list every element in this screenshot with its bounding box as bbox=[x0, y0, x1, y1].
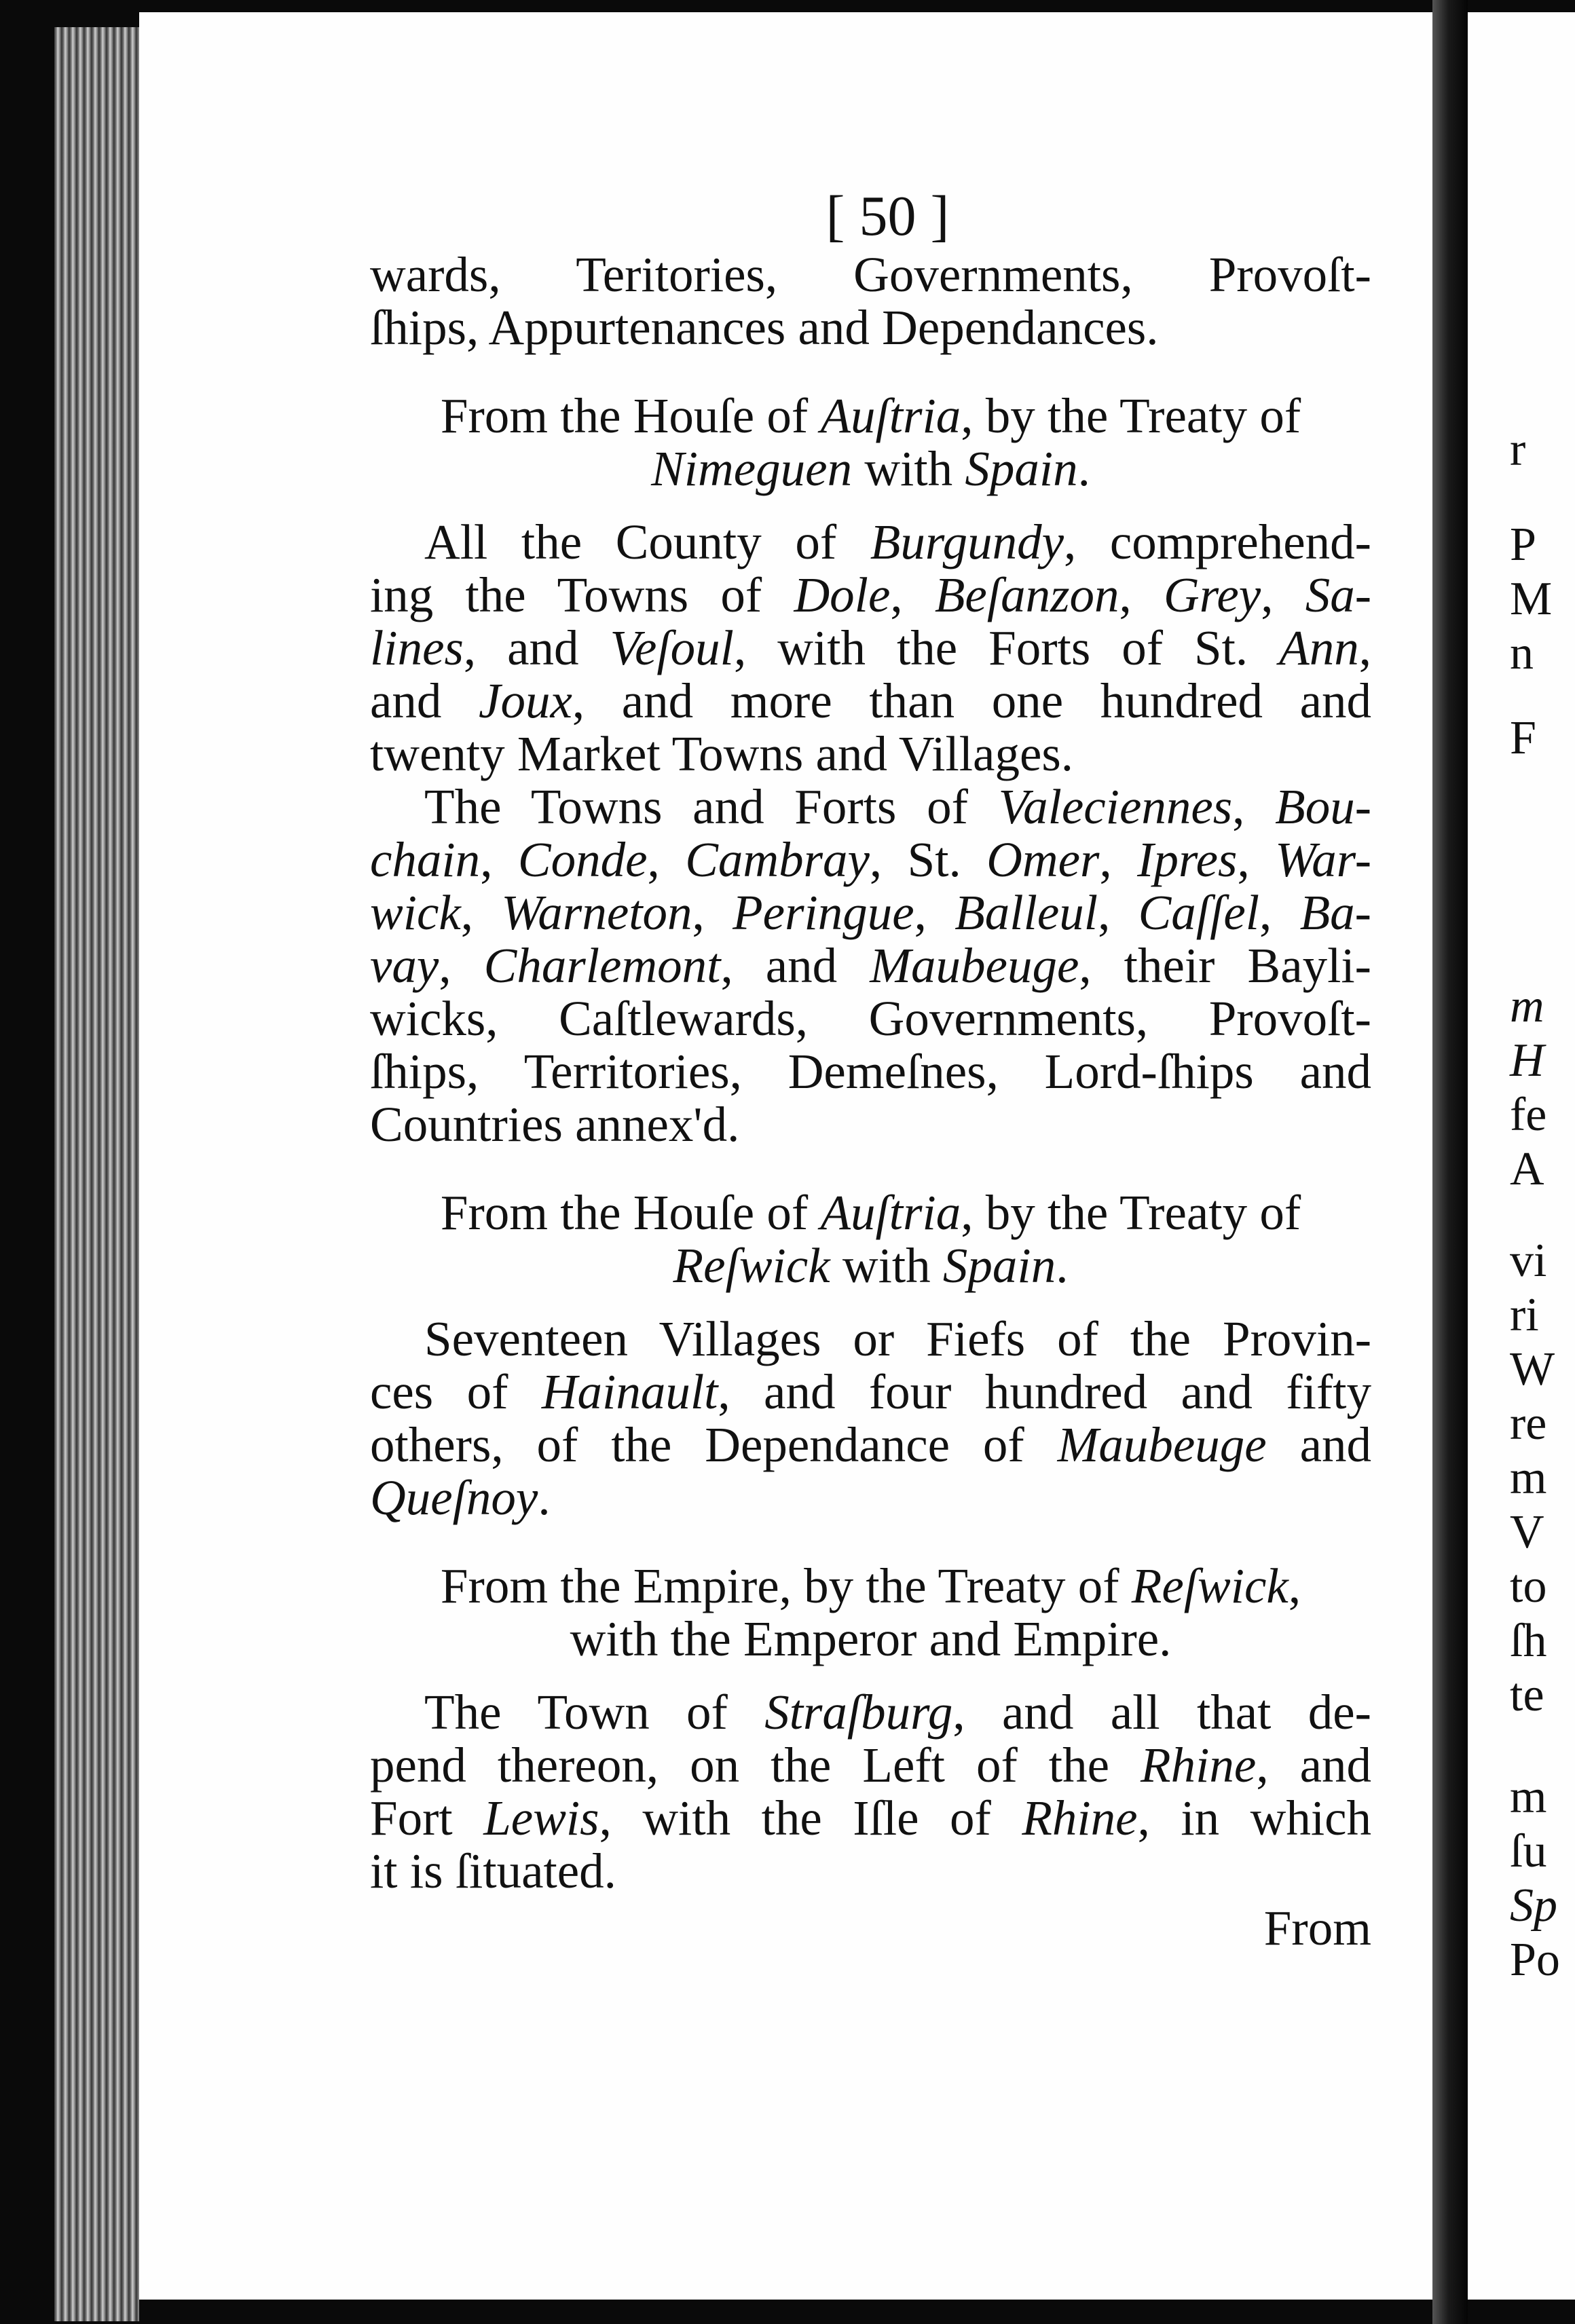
catchword: From bbox=[1263, 1900, 1371, 1955]
facing-fragment: n bbox=[1510, 627, 1534, 679]
paragraph: The Town of Straſburg, and all that de- pend thereon, on the Left of the Rhine, and Fort Lewis, with the Iſle of Rhine, in which it is ſituated. bbox=[370, 1685, 1371, 1898]
facing-fragment: W bbox=[1510, 1343, 1555, 1395]
page-body bbox=[370, 185, 1372, 1955]
text-line: ſhips, Appurtenances and Dependances. bbox=[370, 300, 1159, 355]
facing-fragment: Sp bbox=[1510, 1879, 1557, 1932]
facing-fragment: m bbox=[1510, 1452, 1547, 1504]
text-line: wards, Teritories, Governments, Provoſt- bbox=[370, 247, 1371, 302]
facing-page-edge bbox=[1468, 12, 1575, 2300]
facing-fragment: H bbox=[1510, 1034, 1544, 1087]
facing-fragment: V bbox=[1510, 1506, 1544, 1558]
book-gutter bbox=[1432, 0, 1468, 2324]
page-number: [ 50 ] bbox=[826, 185, 950, 248]
section-heading: From the Houſe of Auſtria, by the Treaty of Nimeguen with Spain. bbox=[440, 388, 1301, 496]
section-heading: From the Empire, by the Treaty of Reſwick, with the Emperor and Empire. bbox=[440, 1558, 1301, 1666]
paragraph: The Towns and Forts of Valeciennes, Bou- chain, Conde, Cambray, St. Omer, Ipres, War- wick, Warneton, Peringue, Balleul, Caſſel, Ba- vay, Charlemont, and Maubeuge, their Bayli- wicks, Caſtlewards, Governments, Provoſt- ſhips, Territories, Demeſnes, Lord-ſhips and Countries annex'd. bbox=[370, 779, 1372, 1152]
facing-fragment: F bbox=[1510, 712, 1536, 764]
facing-fragment: M bbox=[1510, 573, 1553, 625]
facing-fragment: r bbox=[1510, 424, 1526, 476]
facing-fragment: A bbox=[1510, 1143, 1544, 1195]
facing-fragment: te bbox=[1510, 1669, 1544, 1721]
facing-fragment: Po bbox=[1510, 1934, 1560, 1986]
facing-fragment: vi bbox=[1510, 1235, 1547, 1287]
section-heading: From the Houſe of Auſtria, by the Treaty of Reſwick with Spain. bbox=[440, 1185, 1301, 1293]
facing-fragment: ſh bbox=[1510, 1615, 1547, 1667]
facing-fragment: P bbox=[1510, 519, 1536, 571]
paragraph: Seventeen Villages or Fiefs of the Provin- ces of Hainault, and four hundred and fifty others, of the Dependance of Maubeuge and Queſnoy. bbox=[370, 1311, 1371, 1525]
facing-fragment: m bbox=[1510, 1771, 1547, 1823]
facing-fragment: re bbox=[1510, 1398, 1547, 1450]
paragraph: All the County of Burgundy, comprehend- ing the Towns of Dole, Beſanzon, Grey, Sa- lines, and Veſoul, with the Forts of St. Ann, and Joux, and more than one hundred and twenty Market Towns and Villages. bbox=[370, 514, 1372, 781]
facing-fragment: ſu bbox=[1510, 1825, 1547, 1877]
facing-fragment: fe bbox=[1510, 1089, 1547, 1141]
book-page-edges bbox=[54, 27, 139, 2321]
facing-fragment: to bbox=[1510, 1560, 1547, 1613]
facing-fragment: m bbox=[1510, 980, 1544, 1032]
facing-fragment: ri bbox=[1510, 1289, 1539, 1341]
